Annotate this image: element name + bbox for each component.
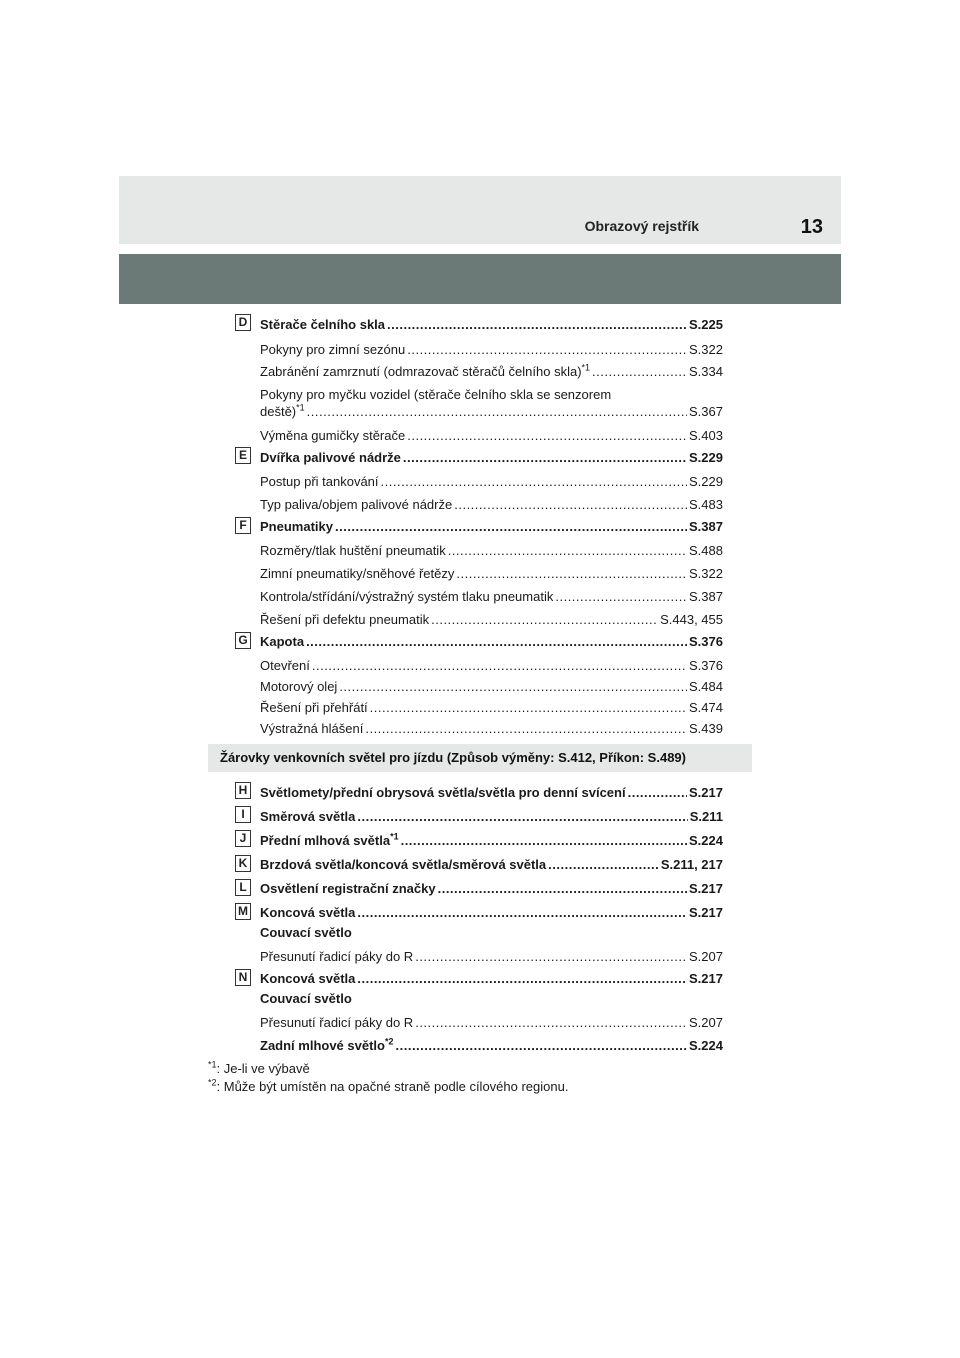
letter-badge-n: N (235, 969, 251, 986)
header-bar (119, 254, 841, 304)
index-entry[interactable]: Dvířka palivové nádrže ..... S.229 (260, 450, 723, 466)
index-entry[interactable]: Pneumatiky ..... S.387 (260, 519, 723, 535)
index-entry[interactable]: Řešení při defektu pneumatik ..... S.443, 455 (260, 612, 723, 628)
index-entry[interactable]: Otevření ..... S.376 (260, 658, 723, 674)
letter-badge-g: G (235, 632, 251, 649)
index-entry[interactable]: Zabránění zamrznutí (odmrazovač stěračů čelního skla)$^{*1}$ ..... S.334 (260, 364, 723, 380)
page-header (119, 176, 841, 244)
index-entry[interactable]: Výstražná hlášení ..... S.439 (260, 721, 723, 737)
index-entry-line: Couvací světlo (260, 925, 352, 940)
index-entry[interactable]: Kontrola/střídání/výstražný systém tlaku pneumatik ..... S.387 (260, 589, 723, 605)
index-entry[interactable]: Typ paliva/objem palivové nádrže ..... S.483 (260, 497, 723, 513)
index-entry[interactable]: Směrová světla ..... S.211 (260, 809, 723, 825)
letter-badge-f: F (235, 517, 251, 534)
letter-badge-i: I (235, 806, 251, 823)
index-entry[interactable]: Světlomety/přední obrysová světla/světla pro denní svícení ..... S.217 (260, 785, 723, 801)
letter-badge-m: M (235, 903, 251, 920)
band-title: Žárovky venkovních světel pro jízdu (Způsob výměny: S.412, Příkon: S.489) (220, 750, 686, 765)
index-entry-line: Pokyny pro myčku vozidel (stěrače čelního skla se senzorem (260, 387, 612, 402)
letter-badge-e: E (235, 447, 251, 464)
index-entry-line: Couvací světlo (260, 991, 352, 1006)
index-entry[interactable]: Zimní pneumatiky/sněhové řetězy ..... S.322 (260, 566, 723, 582)
index-entry[interactable]: Přesunutí řadicí páky do R ..... S.207 (260, 1015, 723, 1031)
index-entry[interactable]: Stěrače čelního skla ..... S.225 (260, 317, 723, 333)
footnote-2: $^{*2}$: Může být umístěn na opačné straně podle cílového regionu. (208, 1077, 569, 1094)
index-entry[interactable]: Řešení při přehřátí ..... S.474 (260, 700, 723, 716)
index-entry[interactable]: Kapota ..... S.376 (260, 634, 723, 650)
section-title: Obrazový rejstřík (584, 218, 699, 234)
index-entry[interactable]: Brzdová světla/koncová světla/směrová světla ..... S.211, 217 (260, 857, 723, 873)
letter-badge-k: K (235, 855, 251, 872)
footnote-1: $^{*1}$: Je-li ve výbavě (208, 1059, 310, 1076)
index-entry[interactable]: Zadní mlhové světlo$^{*2}$ ..... S.224 (260, 1038, 723, 1054)
letter-badge-h: H (235, 782, 251, 799)
index-entry[interactable]: deště)$^{*1}$ ..... S.367 (260, 404, 723, 420)
index-entry[interactable]: Rozměry/tlak huštění pneumatik ..... S.488 (260, 543, 723, 559)
section-band (208, 744, 752, 772)
index-entry[interactable]: Pokyny pro zimní sezónu ..... S.322 (260, 342, 723, 358)
page-number: 13 (800, 216, 823, 238)
index-entry[interactable]: Koncová světla ..... S.217 (260, 905, 723, 921)
index-entry[interactable]: Postup při tankování ..... S.229 (260, 474, 723, 490)
index-entry[interactable]: Motorový olej ..... S.484 (260, 679, 723, 695)
index-entry[interactable]: Osvětlení registrační značky ..... S.217 (260, 881, 723, 897)
index-entry[interactable]: Přední mlhová světla$^{*1}$ ..... S.224 (260, 833, 723, 849)
index-entry[interactable]: Přesunutí řadicí páky do R ..... S.207 (260, 949, 723, 965)
letter-badge-l: L (235, 879, 251, 896)
index-entry[interactable]: Koncová světla ..... S.217 (260, 971, 723, 987)
index-entry[interactable]: Výměna gumičky stěrače ..... S.403 (260, 428, 723, 444)
letter-badge-d: D (235, 314, 251, 331)
letter-badge-j: J (235, 830, 251, 847)
